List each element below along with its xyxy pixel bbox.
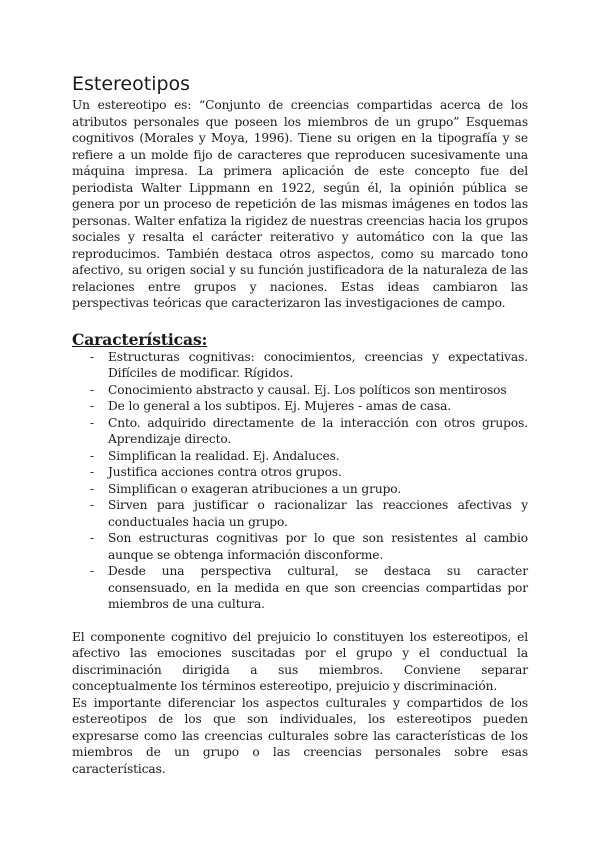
list-item-text: De lo general a los subtipos. Ej. Mujeres - amas de casa. <box>108 399 452 413</box>
list-item <box>90 497 528 530</box>
list-item-text: Sirven para justificar o racionalizar las reacciones afectivas y conductuales hacia un grupo. <box>108 498 528 529</box>
list-item-text: Simplifican la realidad. Ej. Andaluces. <box>108 448 340 463</box>
list-item-text: Justifica acciones contra otros grupos. <box>108 465 342 479</box>
list-item <box>90 464 528 481</box>
list-item-text: Son estructuras cognitivas por lo que son resistentes al cambio aunque se obtenga información disconforme. <box>108 531 528 562</box>
list-item-text: Estructuras cognitivas: conocimientos, creencias y expectativas. Difíciles de modificar. Rígidos. <box>108 349 528 380</box>
list-item-text: Simplifican o exageran atribuciones a un grupo. <box>108 481 402 496</box>
list-bullet: - <box>90 349 95 364</box>
document-title: Estereotipos <box>72 73 191 95</box>
list-item <box>90 398 528 415</box>
closing-paragraph: El componente cognitivo del prejuicio lo constituyen los estereotipos, el afectivo las emociones suscitadas por el grupo y el conductual la discriminación dirigida a sus miembros. Conviene separar conceptualmente los términos estereotipo, prejuicio y discriminación. <box>72 629 528 693</box>
list-item-text: Conocimiento abstracto y causal. Ej. Los políticos son mentirosos <box>108 382 507 397</box>
list-bullet: - <box>90 465 95 479</box>
list-bullet: - <box>90 399 95 413</box>
closing-paragraph: Es importante diferenciar los aspectos culturales y compartidos de los estereotipos de los que son individuales, los estereotipos pueden expresarse como las creencias culturales sobre las características de los miembros de un grupo o las creencias personales sobre esas características. <box>72 695 528 776</box>
list-item <box>90 415 528 448</box>
list-bullet: - <box>90 531 95 545</box>
list-item <box>90 563 528 613</box>
list-bullet: - <box>90 448 95 463</box>
list-bullet: - <box>90 415 95 430</box>
list-item <box>90 530 528 563</box>
list-item-text: Cnto. adquirido directamente de la interacción con otros grupos. Aprendizaje directo. <box>108 415 528 446</box>
characteristics-heading: Características: <box>72 329 208 349</box>
section-spacer <box>72 613 528 629</box>
intro-paragraph: Un estereotipo es: “Conjunto de creencias compartidas acerca de los atributos personales que poseen los miembros de un grupo” Esquemas cognitivos (Morales y Moya, 1996). Tiene su origen en la tipografía y se refiere a un molde fijo de caracteres que reproducen sucesivamente una máquina impresa. La primera aplicación de este concepto fue del periodista Walter Lippmann en 1922, según él, la opinión pública se genera por un proceso de repetición de las mismas imágenes en todos las personas. Walter enfatiza la rigidez de nuestras creencias hacia los grupos sociales y resalta el carácter reiterativo y automático con la que las reproducimos. También destaca otros aspectos, como su marcado tono afectivo, su origen social y su función justificadora de la naturaleza de las relaciones entre grupos y naciones. Estas ideas cambiaron las perspectivas teóricas que caracterizaron las investigaciones de campo. <box>72 98 528 310</box>
list-bullet: - <box>90 564 95 578</box>
list-bullet: - <box>90 498 95 512</box>
list-item <box>90 382 528 399</box>
list-item-text: Desde una perspectiva cultural, se destaca su caracter consensuado, en la medida en que son creencias compartidas por miembros de una cultura. <box>108 564 528 611</box>
characteristics-list <box>72 349 528 613</box>
list-item <box>90 481 528 498</box>
list-bullet: - <box>90 481 95 496</box>
list-item <box>90 349 528 382</box>
list-item <box>90 448 528 465</box>
list-bullet: - <box>90 382 95 397</box>
